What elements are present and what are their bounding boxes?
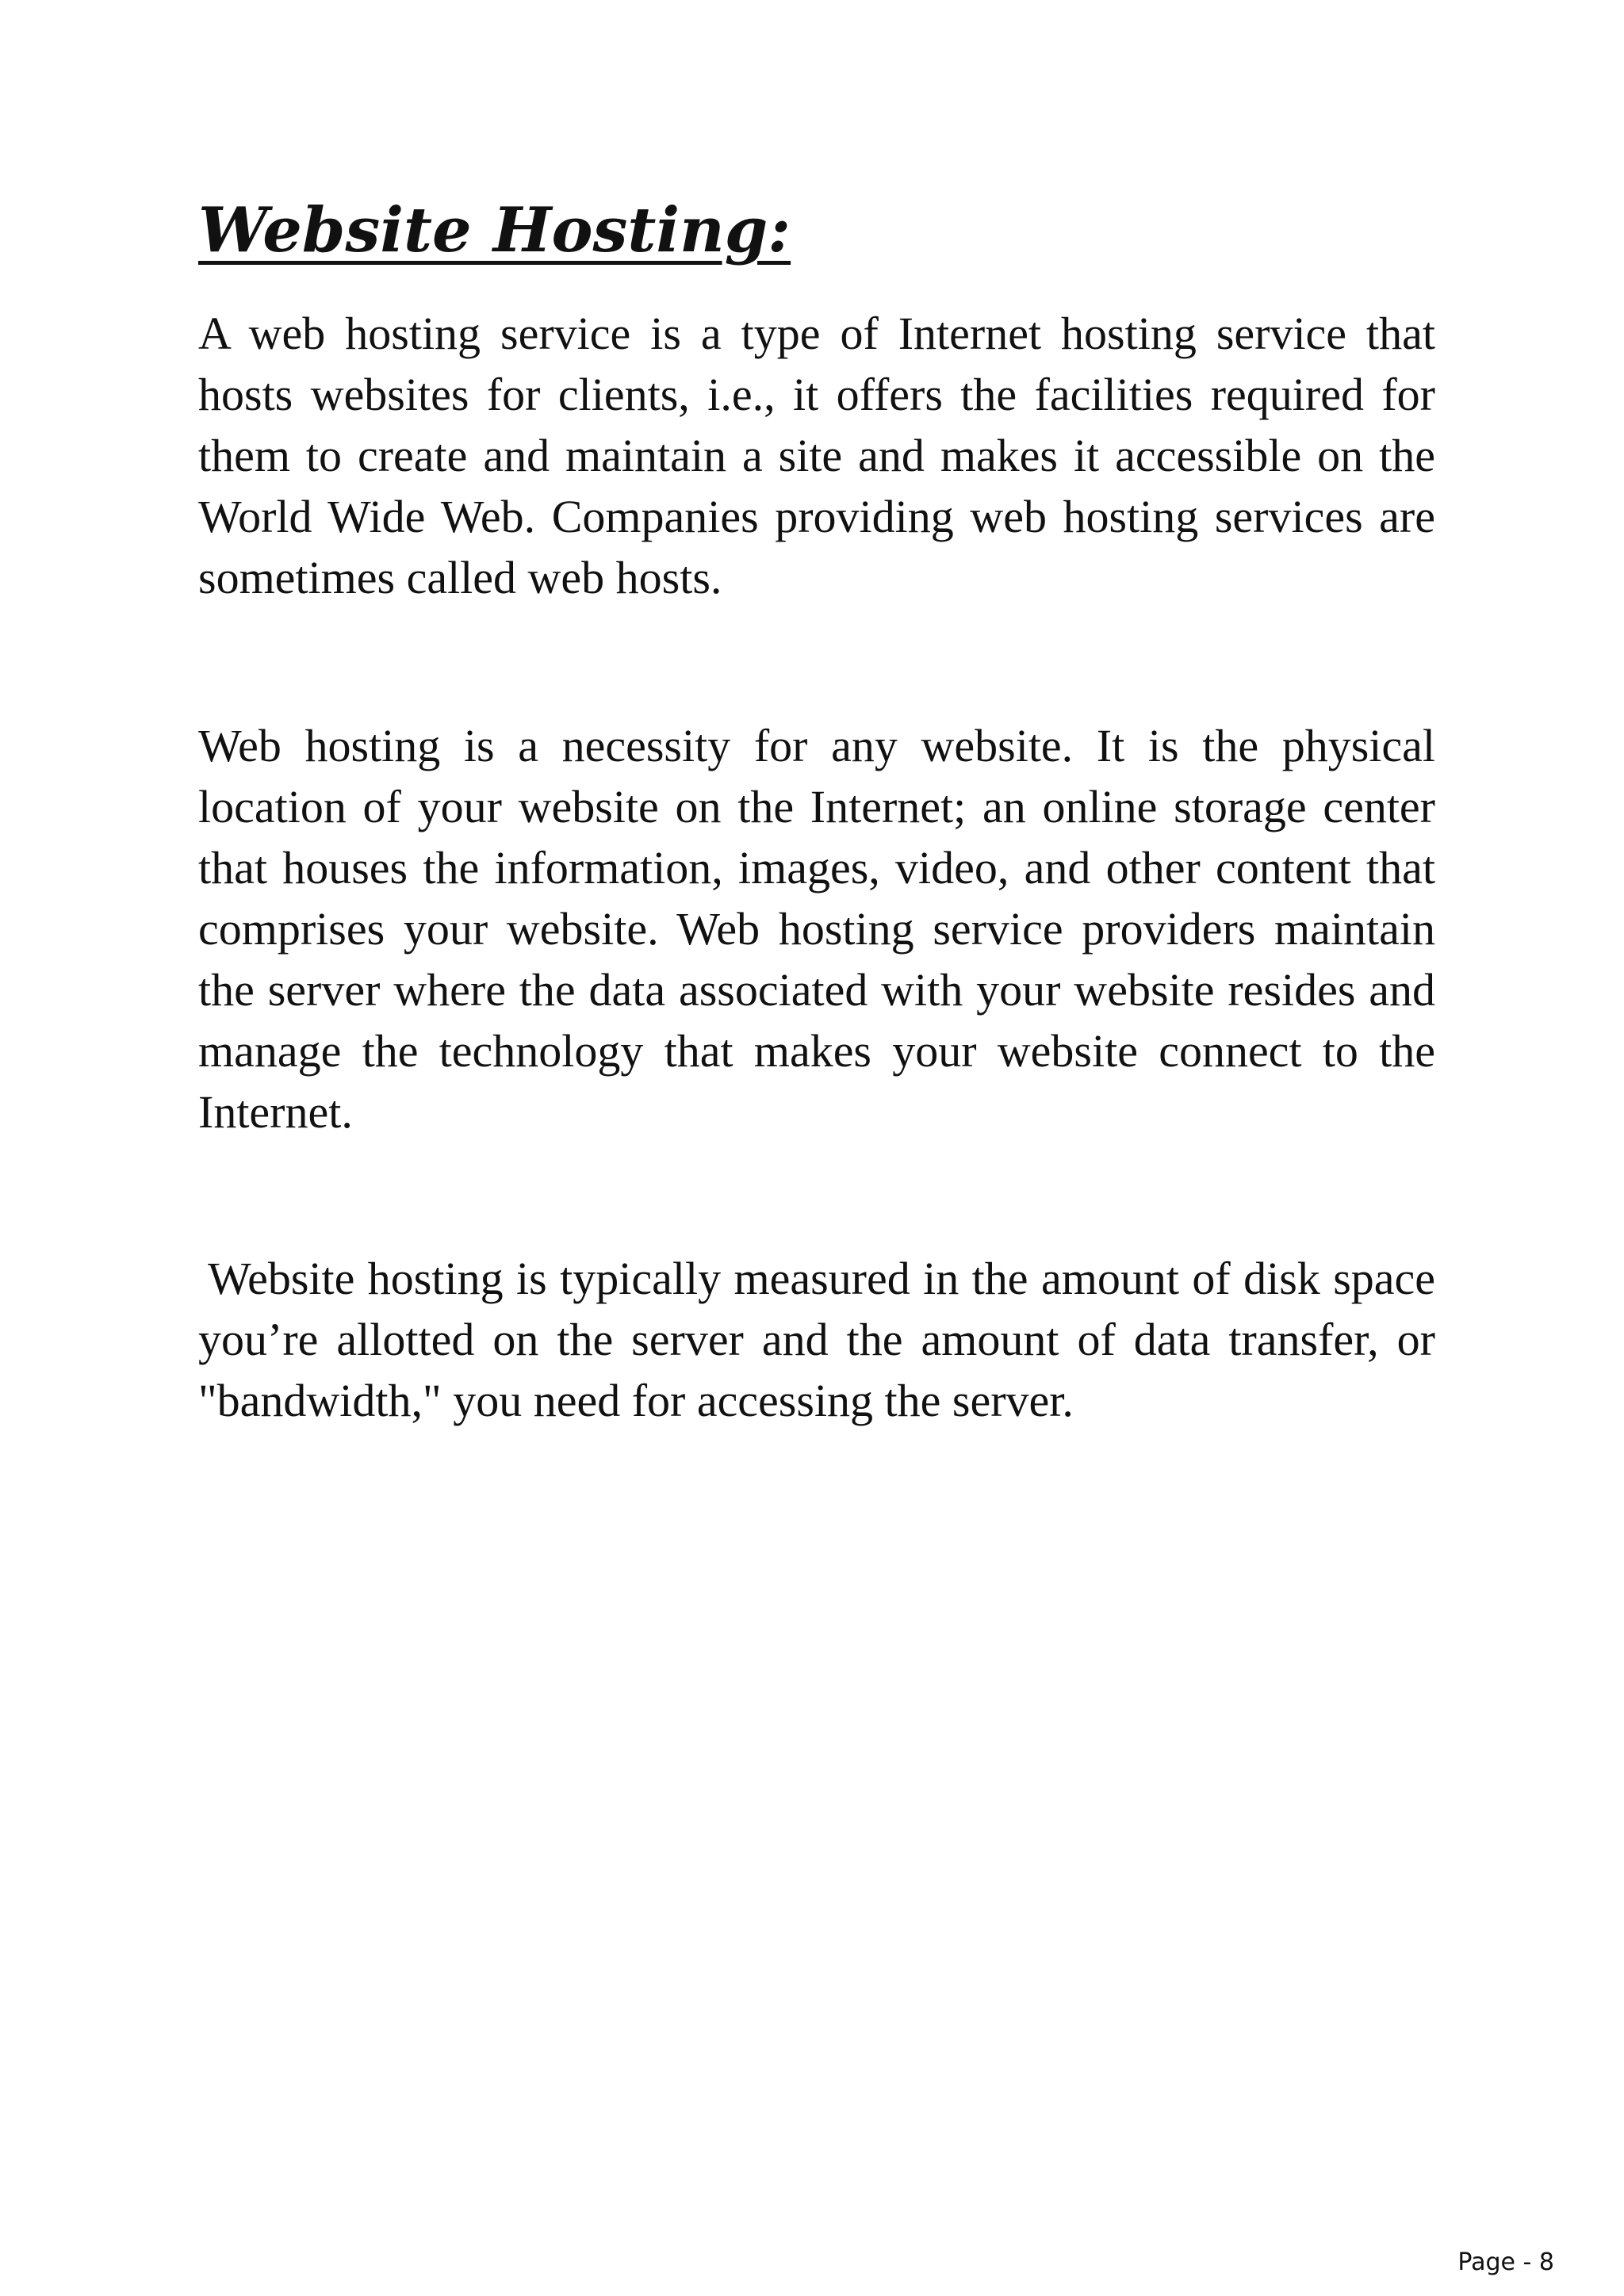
page-number: Page - 8 [1457,2248,1554,2276]
page-heading: Website Hosting: [198,194,791,266]
paragraph-web-hosting-service: A web hosting service is a type of Internet hosting service that hosts websites for clients, i.e., it offers the facilities required for them to create and maintain a site and makes it accessible on the World Wide Web. Companies providing web hosting services are sometimes called web hosts. [198,308,1435,603]
paragraph-web-hosting-necessity: Web hosting is a necessity for any website. It is the physical location of your website on the Internet; an online storage center that houses the information, images, video, and other content that comprises your website. Web hosting service providers maintain the server where the data associated with your website resides and manage the technology that makes your website connect to the Internet. [198,720,1435,1138]
paragraph-hosting-measurement: Website hosting is typically measured in the amount of disk space you’re allotted on the server and the amount of data transfer, or "bandwidth," you need for accessing the server. [198,1253,1435,1426]
